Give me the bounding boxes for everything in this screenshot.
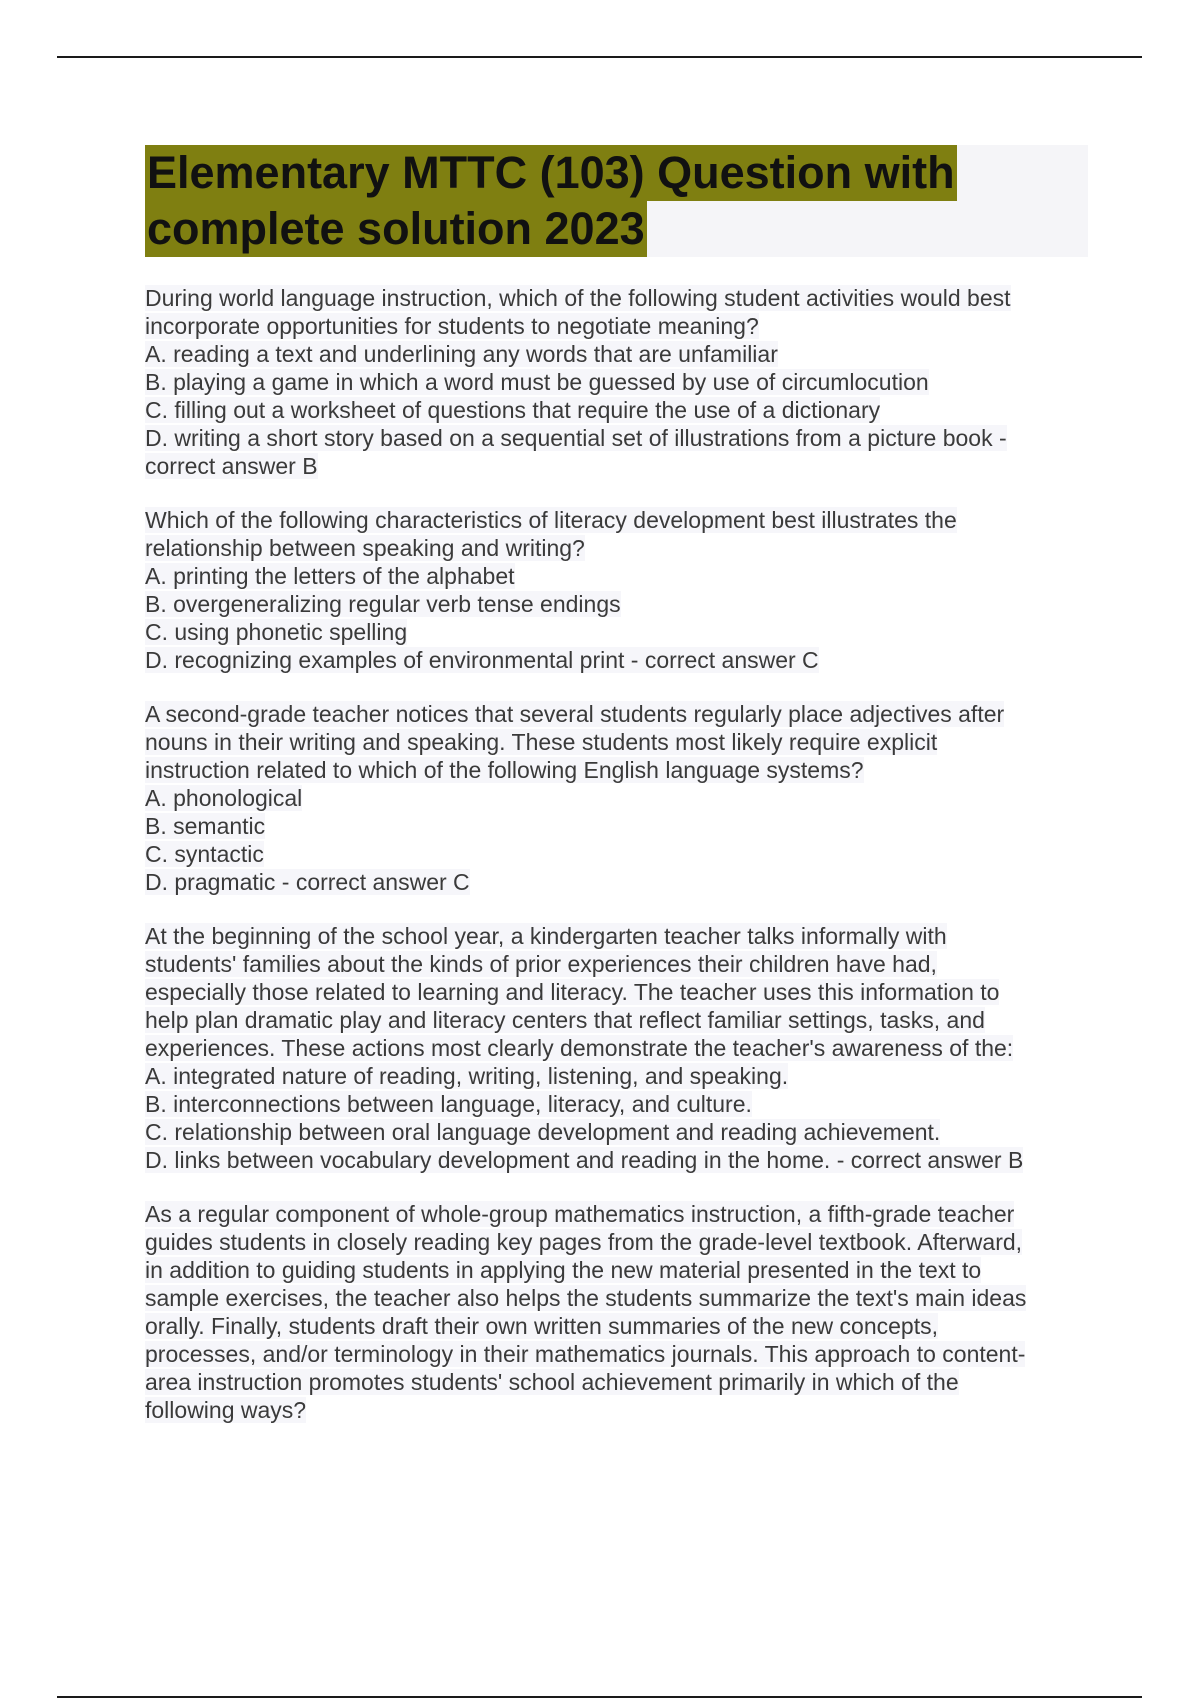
question-line <box>145 1034 1095 1062</box>
bottom-rule <box>57 1696 1142 1698</box>
question-line <box>145 312 1095 340</box>
document-title-line-1: Elementary MTTC (103) Question with <box>145 145 957 201</box>
question-line-text: A second-grade teacher notices that several students regularly place adjectives after <box>145 701 1005 727</box>
question-line <box>145 812 1095 840</box>
question-line <box>145 506 1095 534</box>
question-line-text: instruction related to which of the following English language systems? <box>145 757 864 783</box>
question-block <box>145 922 1095 1174</box>
question-line-text: C. relationship between oral language development and reading achievement. <box>145 1119 941 1145</box>
question-line-text: B. semantic <box>145 813 266 839</box>
question-line-text: nouns in their writing and speaking. These students most likely require explicit <box>145 729 938 755</box>
question-line <box>145 1090 1095 1118</box>
question-line-text: orally. Finally, students draft their own written summaries of the new concepts, <box>145 1313 938 1339</box>
question-line <box>145 562 1095 590</box>
question-line-text: D. links between vocabulary development and reading in the home. - correct answer B <box>145 1147 1024 1173</box>
question-line <box>145 784 1095 812</box>
question-line <box>145 340 1095 368</box>
document-title-line-2: complete solution 2023 <box>145 201 647 257</box>
question-line <box>145 1396 1095 1424</box>
question-line-text: in addition to guiding students in applying the new material presented in the text to <box>145 1257 982 1283</box>
question-list <box>145 284 1095 1450</box>
question-line-text: incorporate opportunities for students to negotiate meaning? <box>145 313 759 339</box>
question-line <box>145 868 1095 896</box>
question-line <box>145 1200 1095 1228</box>
top-rule <box>57 56 1142 58</box>
question-line <box>145 840 1095 868</box>
question-line-text: processes, and/or terminology in their mathematics journals. This approach to content- <box>145 1341 1026 1367</box>
question-line-text: Which of the following characteristics of literacy development best illustrates the <box>145 507 957 533</box>
question-line-text: C. using phonetic spelling <box>145 619 408 645</box>
question-line-text: area instruction promotes students' school achievement primarily in which of the <box>145 1369 959 1395</box>
question-line <box>145 1256 1095 1284</box>
question-line-text: A. integrated nature of reading, writing, listening, and speaking. <box>145 1063 789 1089</box>
question-line-text: B. overgeneralizing regular verb tense endings <box>145 591 621 617</box>
question-line-text: At the beginning of the school year, a kindergarten teacher talks informally with <box>145 923 947 949</box>
question-line-text: relationship between speaking and writing? <box>145 535 585 561</box>
question-line-text: especially those related to learning and literacy. The teacher uses this information to <box>145 979 1000 1005</box>
question-line <box>145 1062 1095 1090</box>
question-line <box>145 1228 1095 1256</box>
question-line-text: experiences. These actions most clearly demonstrate the teacher's awareness of the: <box>145 1035 1014 1061</box>
question-block <box>145 284 1095 480</box>
question-line-text: As a regular component of whole-group mathematics instruction, a fifth-grade teacher <box>145 1201 1015 1227</box>
question-line <box>145 978 1095 1006</box>
question-line-text: B. interconnections between language, literacy, and culture. <box>145 1091 752 1117</box>
question-line <box>145 1146 1095 1174</box>
question-line-text: C. syntactic <box>145 841 264 867</box>
question-line-text: students' families about the kinds of prior experiences their children have had, <box>145 951 937 977</box>
question-line <box>145 922 1095 950</box>
question-line-text: D. writing a short story based on a sequential set of illustrations from a picture book - <box>145 425 1007 451</box>
question-line <box>145 534 1095 562</box>
question-line <box>145 728 1095 756</box>
question-line-text: help plan dramatic play and literacy centers that reflect familiar settings, tasks, and <box>145 1007 985 1033</box>
question-line-text: A. reading a text and underlining any words that are unfamiliar <box>145 341 778 367</box>
question-line-text: During world language instruction, which of the following student activities would best <box>145 285 1011 311</box>
question-line <box>145 452 1095 480</box>
question-line <box>145 1006 1095 1034</box>
question-line <box>145 424 1095 452</box>
question-line <box>145 1368 1095 1396</box>
question-line-text: sample exercises, the teacher also helps the students summarize the text's main ideas <box>145 1285 1027 1311</box>
question-block <box>145 1200 1095 1424</box>
question-line-text: D. recognizing examples of environmental print - correct answer C <box>145 647 819 673</box>
question-line-text: A. phonological <box>145 785 303 811</box>
question-line <box>145 1340 1095 1368</box>
question-line-text: guides students in closely reading key pages from the grade-level textbook. Afterward, <box>145 1229 1023 1255</box>
question-line <box>145 700 1095 728</box>
question-line <box>145 396 1095 424</box>
question-line-text: following ways? <box>145 1397 307 1423</box>
question-line <box>145 1284 1095 1312</box>
question-line-text: B. playing a game in which a word must be guessed by use of circumlocution <box>145 369 929 395</box>
question-line <box>145 618 1095 646</box>
question-line <box>145 756 1095 784</box>
question-line-text: correct answer B <box>145 453 318 479</box>
question-line <box>145 646 1095 674</box>
question-line <box>145 1118 1095 1146</box>
question-block <box>145 506 1095 674</box>
question-line <box>145 590 1095 618</box>
question-line-text: D. pragmatic - correct answer C <box>145 869 470 895</box>
question-line <box>145 284 1095 312</box>
question-line <box>145 950 1095 978</box>
question-line <box>145 368 1095 396</box>
question-line <box>145 1312 1095 1340</box>
question-block <box>145 700 1095 896</box>
question-line-text: C. filling out a worksheet of questions that require the use of a dictionary <box>145 397 881 423</box>
question-line-text: A. printing the letters of the alphabet <box>145 563 515 589</box>
